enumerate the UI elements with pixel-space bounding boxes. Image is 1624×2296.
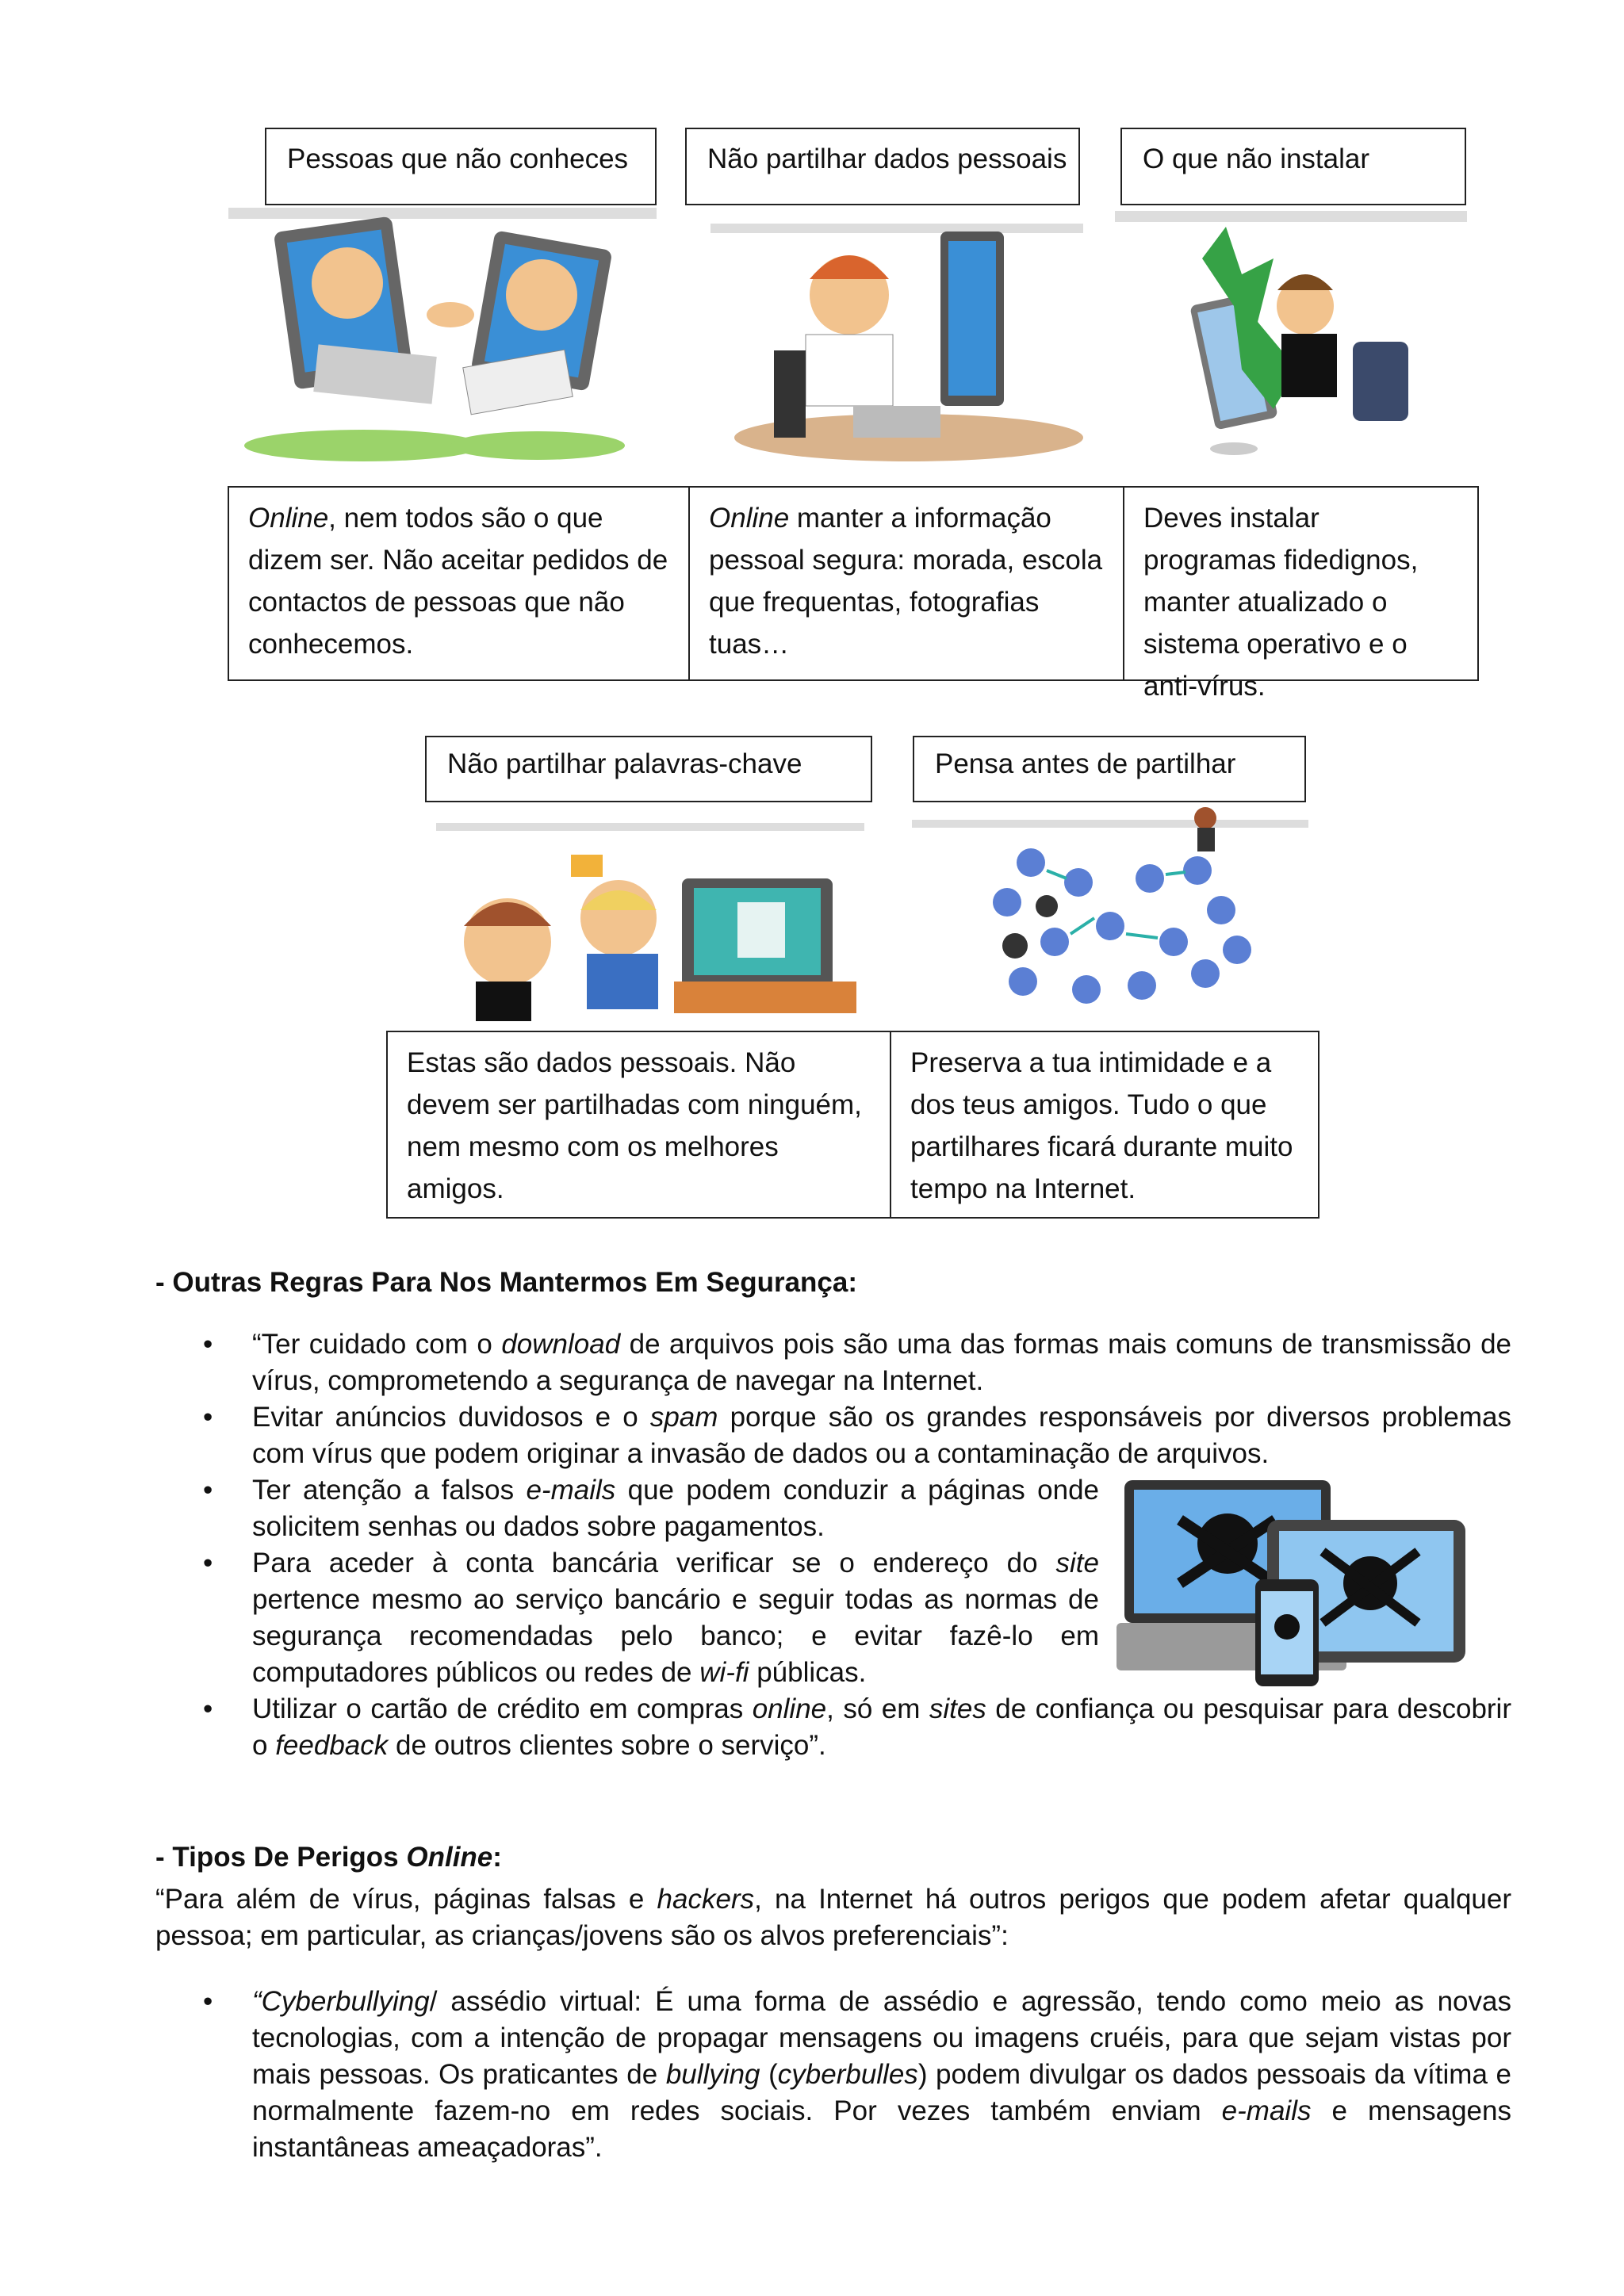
emphasis: bullying <box>665 2059 760 2090</box>
emphasis: online <box>752 1693 827 1724</box>
illustration-infected-devices <box>1116 1472 1473 1690</box>
item-text: Evitar anúncios duvidosos e o <box>252 1402 650 1433</box>
emphasis: e-mails <box>526 1475 616 1506</box>
title-text: Pessoas que não conheces <box>287 144 629 174</box>
description-text: Deves instalar programas fidedignos, manter atualizado o sistema operativo e o anti-vírus. <box>1143 503 1419 702</box>
emphasis: site <box>1055 1548 1099 1578</box>
item-text: “Ter cuidado com o <box>252 1329 502 1360</box>
emphasis: Online <box>709 503 790 534</box>
title-nao-instalar <box>1120 128 1466 205</box>
list-item <box>155 1984 1511 2166</box>
emphasis: e-mails <box>1221 2095 1312 2126</box>
description-text: , nem todos são o que dizem ser. Não aceitar pedidos de contactos de pessoas que não conhecemos. <box>248 503 668 660</box>
title-pessoas <box>265 128 657 205</box>
item-text: ) podem divulgar os dados pessoais da vítima e normalmente fazem-no em redes sociais. Por vezes também enviam <box>252 2059 1511 2126</box>
illustration-virus-attack <box>1115 211 1467 473</box>
intro-text: “Para além de vírus, páginas falsas e <box>155 1884 657 1915</box>
description-cell <box>688 488 1123 679</box>
list-item <box>155 1399 1511 1472</box>
description-cell <box>388 1032 890 1217</box>
illustration-handshake <box>228 208 657 474</box>
emphasis: sites <box>929 1693 986 1724</box>
title-text: O que não instalar <box>1143 144 1370 174</box>
title-dados-pessoais <box>685 128 1080 205</box>
item-text: / assédio virtual: É uma forma de assédio e agressão, tendo como meio as novas tecnologias, com a intenção de propagar mensagens ou imagens cruéis, para que sejam vistas por mais pessoas. Os praticantes de <box>252 1986 1511 2090</box>
emphasis: spam <box>649 1402 718 1433</box>
description-cell <box>229 488 688 679</box>
description-text: manter a informação pessoal segura: morada, escola que frequentas, fotografias tuas… <box>709 503 1103 660</box>
list-item <box>155 1691 1511 1764</box>
item-text: Ter atenção a falsos <box>252 1475 527 1506</box>
description-cell <box>1123 488 1477 702</box>
item-text: de arquivos pois são uma das formas mais comuns de transmissão de vírus, comprometendo a segurança de navegar na Internet. <box>252 1329 1511 1396</box>
illustration-sharing-crowd <box>912 807 1308 1026</box>
dangers-heading <box>155 1839 1503 1876</box>
item-text: pertence mesmo ao serviço bancário e seguir todas as normas de segurança recomendadas pelo banco; e evitar fazê-lo em computadores públicos ou redes de <box>252 1584 1099 1688</box>
dangers-intro <box>155 1881 1511 1954</box>
intro-text: , na Internet há outros perigos que podem afetar qualquer pessoa; em particular, as crianças/jovens são os alvos preferenciais”: <box>155 1884 1511 1951</box>
list-item <box>155 1326 1511 1399</box>
description-text: Preserva a tua intimidade e a dos teus amigos. Tudo o que partilhares ficará durante muito tempo na Internet. <box>910 1047 1293 1204</box>
emphasis: “Cyberbullying <box>252 1986 430 2017</box>
title-text: Pensa antes de partilhar <box>935 748 1236 779</box>
description-cell <box>890 1032 1318 1217</box>
item-text: e mensagens instantâneas ameaçadoras”. <box>252 2095 1511 2163</box>
item-text: públicas. <box>749 1657 867 1688</box>
emphasis: download <box>501 1329 621 1360</box>
emphasis: wi-fi <box>699 1657 749 1688</box>
emphasis: cyberbulles <box>777 2059 918 2090</box>
title-pensa-antes <box>913 736 1306 802</box>
illustration-password-kids <box>436 823 864 1024</box>
description-table-row2 <box>386 1031 1320 1219</box>
emphasis: Online <box>248 503 329 534</box>
heading-text: - Tipos De Perigos <box>155 1842 407 1873</box>
title-text: Não partilhar dados pessoais <box>707 144 1067 174</box>
emphasis: Online <box>406 1842 493 1873</box>
emphasis: feedback <box>275 1730 389 1761</box>
emphasis: hackers <box>657 1884 755 1915</box>
item-text: de confiança ou pesquisar para descobrir o <box>252 1693 1511 1761</box>
rules-heading: - Outras Regras Para Nos Mantermos Em Segurança: <box>155 1267 858 1298</box>
item-text: Utilizar o cartão de crédito em compras <box>252 1693 753 1724</box>
description-table-row1 <box>228 486 1479 702</box>
dangers-list-container <box>155 1984 1511 2166</box>
dangers-list <box>155 1984 1511 2166</box>
item-text: que podem conduzir a páginas onde solicitem senhas ou dados sobre pagamentos. <box>252 1475 1099 1542</box>
item-text: ( <box>760 2059 778 2090</box>
item-text: , só em <box>826 1693 929 1724</box>
item-text: de outros clientes sobre o serviço”. <box>388 1730 826 1761</box>
item-text: Para aceder à conta bancária verificar se o endereço do <box>252 1548 1056 1578</box>
title-palavras-chave <box>425 736 872 802</box>
illustration-boy-computer <box>710 224 1083 469</box>
title-text: Não partilhar palavras-chave <box>447 748 802 779</box>
item-text: porque são os grandes responsáveis por diversos problemas com vírus que podem originar a invasão de dados ou a contaminação de arquivos. <box>252 1402 1511 1469</box>
heading-text: : <box>492 1842 502 1873</box>
description-text: Estas são dados pessoais. Não devem ser partilhadas com ninguém, nem mesmo com os melhores amigos. <box>407 1047 862 1204</box>
